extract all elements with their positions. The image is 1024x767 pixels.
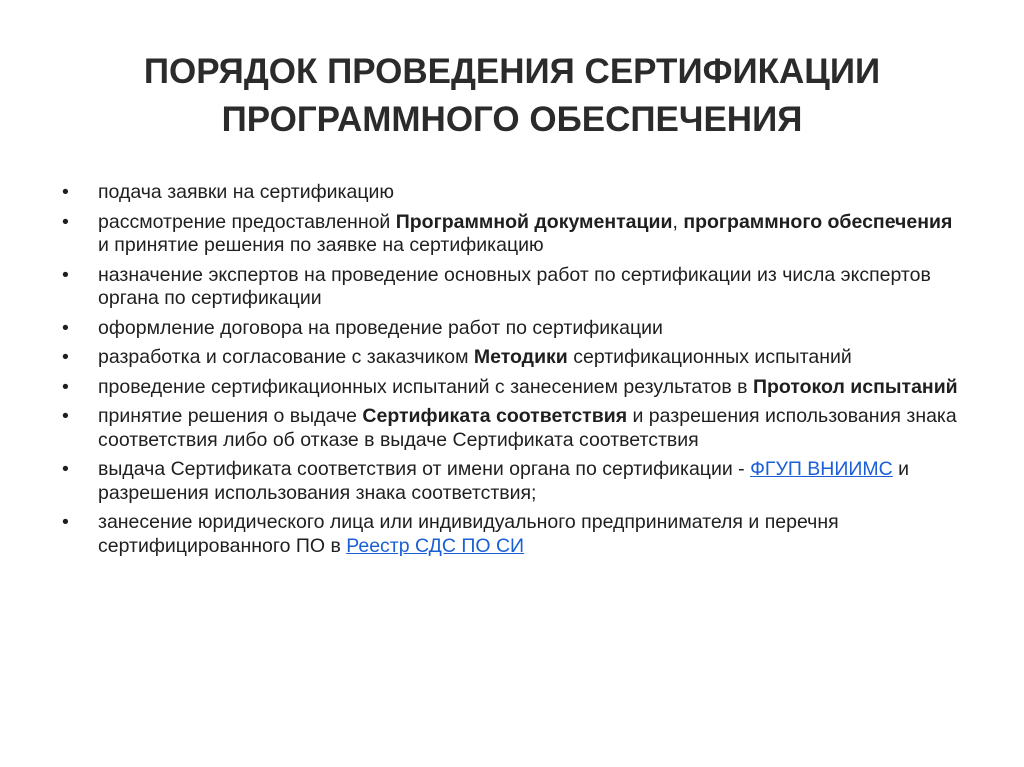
item-text: подача заявки на сертификацию	[98, 181, 395, 203]
item-bold-text: программного обеспечения	[683, 210, 953, 233]
list-item	[62, 405, 962, 452]
list-item	[62, 317, 962, 341]
list-item	[62, 264, 962, 311]
item-text: выдача Сертификата соответствия от имени органа по сертификации -	[98, 458, 751, 480]
bullet-icon: •	[62, 346, 69, 368]
slide-title	[60, 48, 964, 144]
bullet-icon: •	[62, 458, 69, 480]
slide-title-line-2: ПРОГРАММНОГО ОБЕСПЕЧЕНИЯ	[221, 100, 803, 139]
item-text: рассмотрение предоставленной	[98, 210, 396, 233]
bullet-icon: •	[62, 181, 69, 203]
bullet-icon: •	[62, 405, 69, 427]
item-bold-text: Методики	[473, 346, 568, 368]
list-item	[62, 181, 962, 205]
item-bold-text: Программной документации	[395, 210, 673, 233]
item-text: и принятие решения по заявке на сертификацию	[98, 234, 544, 256]
list-item	[62, 511, 962, 558]
item-text: ,	[672, 210, 684, 233]
item-text: сертификационных испытаний	[567, 346, 852, 368]
list-item	[62, 211, 962, 258]
item-text: проведение сертификационных испытаний с занесением результатов в	[98, 375, 753, 398]
list-item	[62, 458, 962, 505]
registry-sds-po-si-link[interactable]: Реестр СДС ПО СИ	[346, 534, 525, 557]
bullet-icon: •	[62, 316, 69, 339]
fgup-vniims-link[interactable]: ФГУП ВНИИМС	[750, 458, 893, 480]
bullet-icon: •	[62, 210, 69, 233]
slide-title-line-1: ПОРЯДОК ПРОВЕДЕНИЯ СЕРТИФИКАЦИИ	[143, 52, 881, 91]
bullet-icon: •	[62, 263, 69, 286]
list-item	[62, 376, 962, 400]
item-text: и разрешения использования знака соответствия;	[98, 458, 910, 504]
item-text: принятие решения о выдаче	[98, 405, 363, 427]
item-bold-text: Протокол испытаний	[752, 375, 958, 398]
item-text: и разрешения использования знака соответствия либо об отказе в выдаче Сертификата соответствия	[98, 405, 957, 451]
item-text: разработка и согласование с заказчиком	[98, 346, 474, 368]
bullet-list	[62, 181, 962, 564]
bullet-icon: •	[62, 511, 69, 533]
bullet-icon: •	[62, 375, 69, 398]
item-bold-text: Сертификата соответствия	[362, 405, 628, 427]
item-text: занесение юридического лица или индивидуального предпринимателя и перечня сертифицированного ПО в	[98, 511, 839, 557]
list-item	[62, 346, 962, 370]
item-text: оформление договора на проведение работ по сертификации	[98, 316, 663, 339]
item-text: назначение экспертов на проведение основных работ по сертификации из числа экспертов органа по сертификации	[98, 263, 931, 309]
